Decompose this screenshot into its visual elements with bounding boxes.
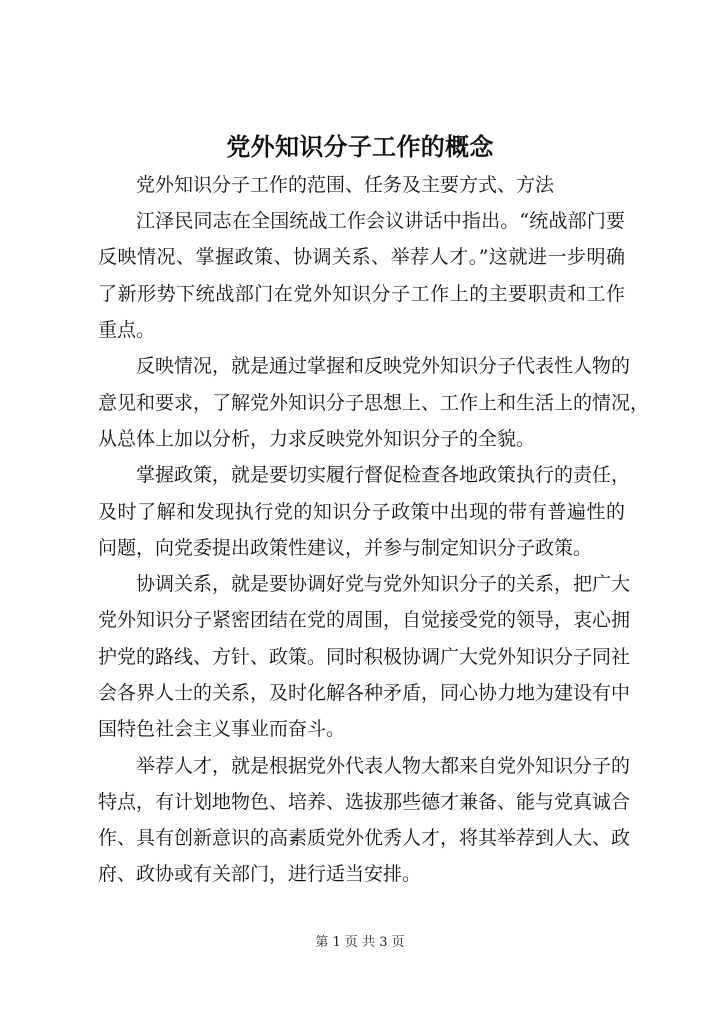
paragraph-line: 反映情况、掌握政策、协调关系、举荐人才。”这就进一步明确 [98, 246, 625, 269]
paragraph-reflect-situation [98, 348, 650, 457]
paragraph-line: 府、政协或有关部门，进行适当安排。 [98, 863, 422, 886]
document-body [98, 167, 650, 893]
paragraph-line: 从总体上加以分析，力求反映党外知识分子的全貌。 [98, 427, 536, 450]
paragraph-line: 反映情况，就是通过掌握和反映党外知识分子代表性人物的 [136, 355, 631, 378]
paragraph-line: 江泽民同志在全国统战工作会议讲话中指出。“统战部门要 [136, 210, 625, 233]
paragraph-line: 举荐人才，就是根据党外代表人物大都来自党外知识分子的 [136, 754, 631, 777]
paragraph-grasp-policy [98, 457, 631, 566]
paragraph-line: 作、具有创新意识的高素质党外优秀人才，将其举荐到人大、政 [98, 827, 631, 850]
paragraph-line: 了新形势下统战部门在党外知识分子工作上的主要职责和工作 [98, 282, 625, 305]
paragraph-line: 意见和要求，了解党外知识分子思想上、工作上和生活上的情况， [98, 391, 650, 414]
paragraph-recommend-talent [98, 748, 631, 893]
paragraph-intro [98, 203, 625, 348]
paragraph-line: 重点。 [98, 319, 156, 342]
paragraph-coordinate-relations [98, 566, 631, 747]
paragraph-subtitle [98, 167, 625, 203]
paragraph-line: 国特色社会主义事业而奋斗。 [98, 718, 346, 741]
paragraph-line: 掌握政策，就是要切实履行督促检查各地政策执行的责任， [136, 464, 631, 487]
document-title: 党外知识分子工作的概念 [226, 132, 494, 161]
paragraph-line: 协调关系，就是要协调好党与党外知识分子的关系，把广大 [136, 573, 631, 596]
page-number-footer: 第 1 页 共 3 页 [315, 935, 405, 950]
paragraph-line: 党外知识分子紧密团结在党的周围，自觉接受党的领导，衷心拥 [98, 609, 631, 632]
paragraph-line: 问题，向党委提出政策性建议，并参与制定知识分子政策。 [98, 536, 593, 559]
paragraph-line: 党外知识分子工作的范围、任务及主要方式、方法 [136, 173, 555, 196]
paragraph-line: 及时了解和发现执行党的知识分子政策中出现的带有普遍性的 [98, 500, 625, 523]
paragraph-line: 会各界人士的关系，及时化解各种矛盾，同心协力地为建设有中 [98, 682, 631, 704]
paragraph-line: 护党的路线、方针、政策。同时积极协调广大党外知识分子同社 [98, 645, 631, 668]
paragraph-line: 特点，有计划地物色、培养、选拔那些德才兼备、能与党真诚合 [98, 790, 631, 813]
